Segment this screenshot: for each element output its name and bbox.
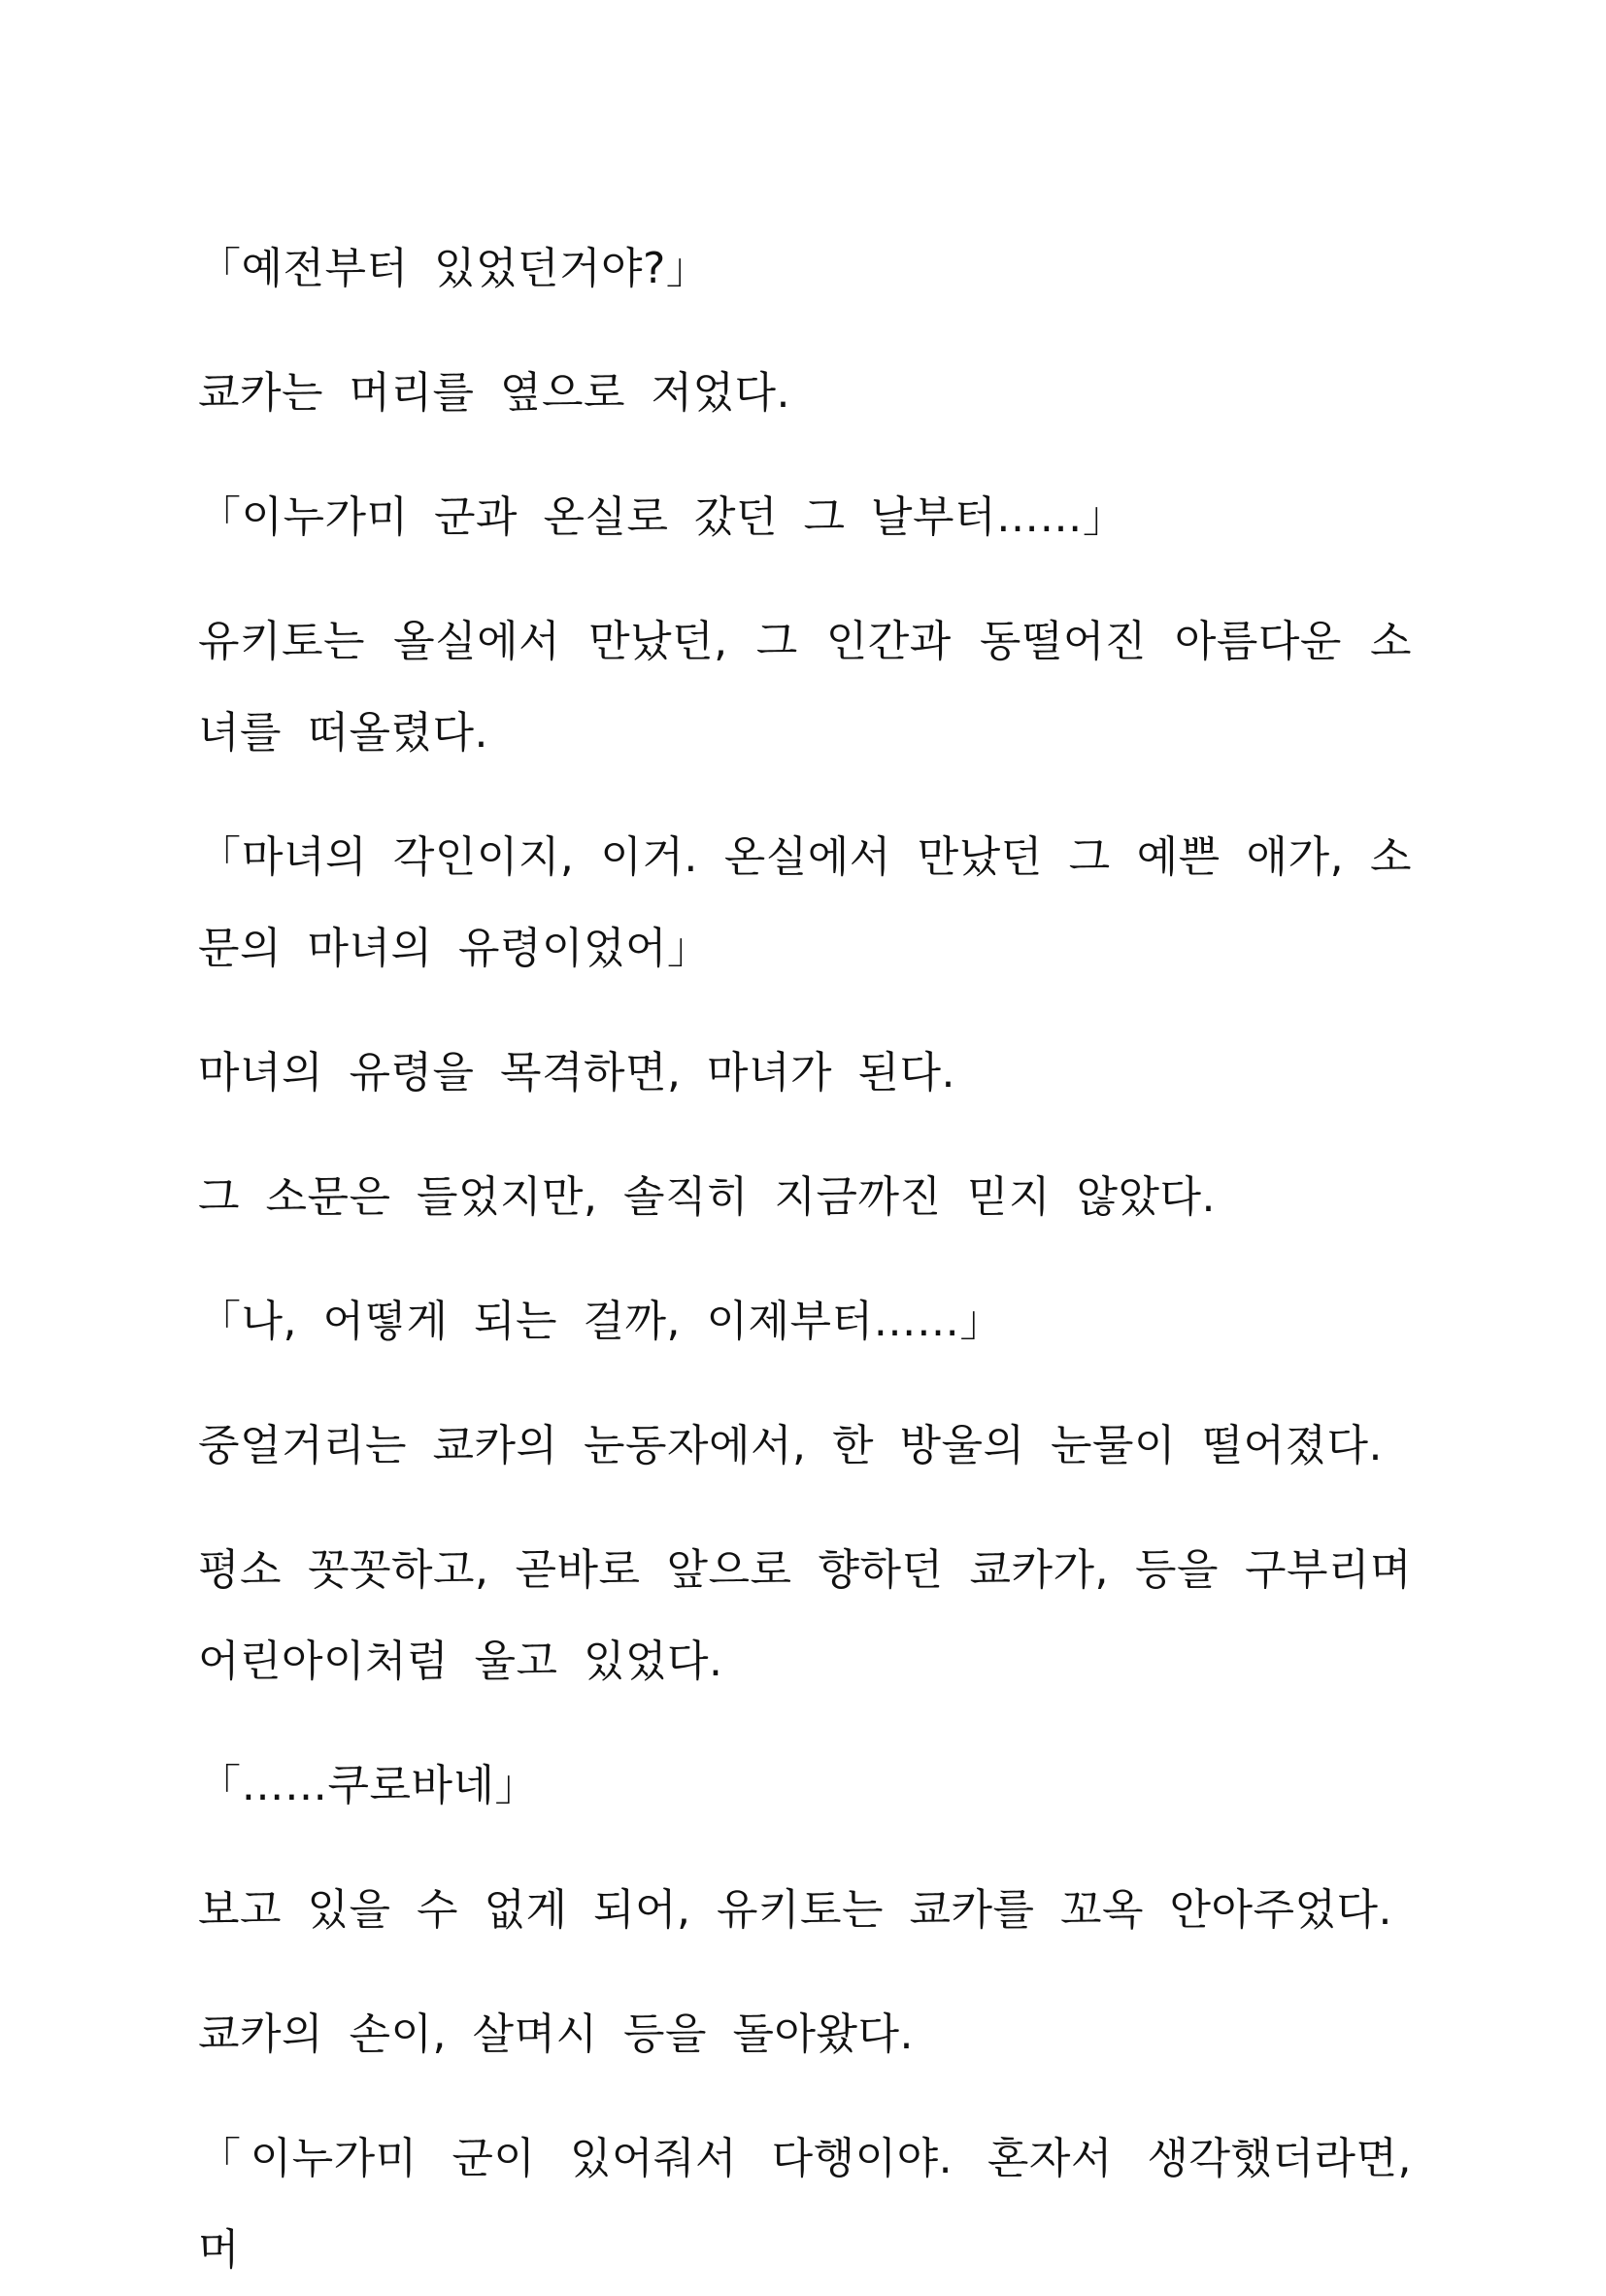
paragraph: 「나, 어떻게 되는 걸까, 이제부터……」 <box>198 1297 1003 1346</box>
paragraph: 「예전부터 있었던거야?」 <box>198 244 710 293</box>
paragraph: 평소 꼿꼿하고, 곧바로 앞으로 향하던 쿄카가, 등을 구부리며 어린아이처럼 울고 있었다. <box>198 1545 1412 1686</box>
paragraph: 유키토는 올실에서 만났던, 그 인간과 동떨어진 아름다운 소녀를 떠올렸다. <box>198 617 1413 758</box>
paragraph: 「……쿠로바네」 <box>198 1761 539 1810</box>
paragraph: 쿄카의 손이, 살며시 등을 돌아왔다. <box>198 2009 914 2059</box>
paragraph: 「마녀의 각인이지, 이거. 온실에서 만났던 그 예쁜 애가, 소문의 마녀의 유령이었어」 <box>198 832 1412 973</box>
paragraph: 「이누가미 군이 있어줘서 다행이야. 혼자서 생각했더라면, 머 <box>198 2134 1412 2275</box>
paragraph: 그 소문은 들었지만, 솔직히 지금까진 믿지 않았다. <box>198 1172 1216 1222</box>
paragraph: 마녀의 유령을 목격하면, 마녀가 된다. <box>198 1048 955 1097</box>
document-page <box>198 223 1412 2296</box>
paragraph: 「이누가미 군과 온실로 갔던 그 날부터……」 <box>198 492 1126 542</box>
paragraph: 쿄카는 머리를 옆으로 저었다. <box>198 368 790 418</box>
paragraph: 중얼거리는 쿄카의 눈동자에서, 한 방울의 눈물이 떨어졌다. <box>198 1421 1383 1470</box>
paragraph: 보고 있을 수 없게 되어, 유키토는 쿄카를 꼬옥 안아주었다. <box>198 1885 1392 1935</box>
